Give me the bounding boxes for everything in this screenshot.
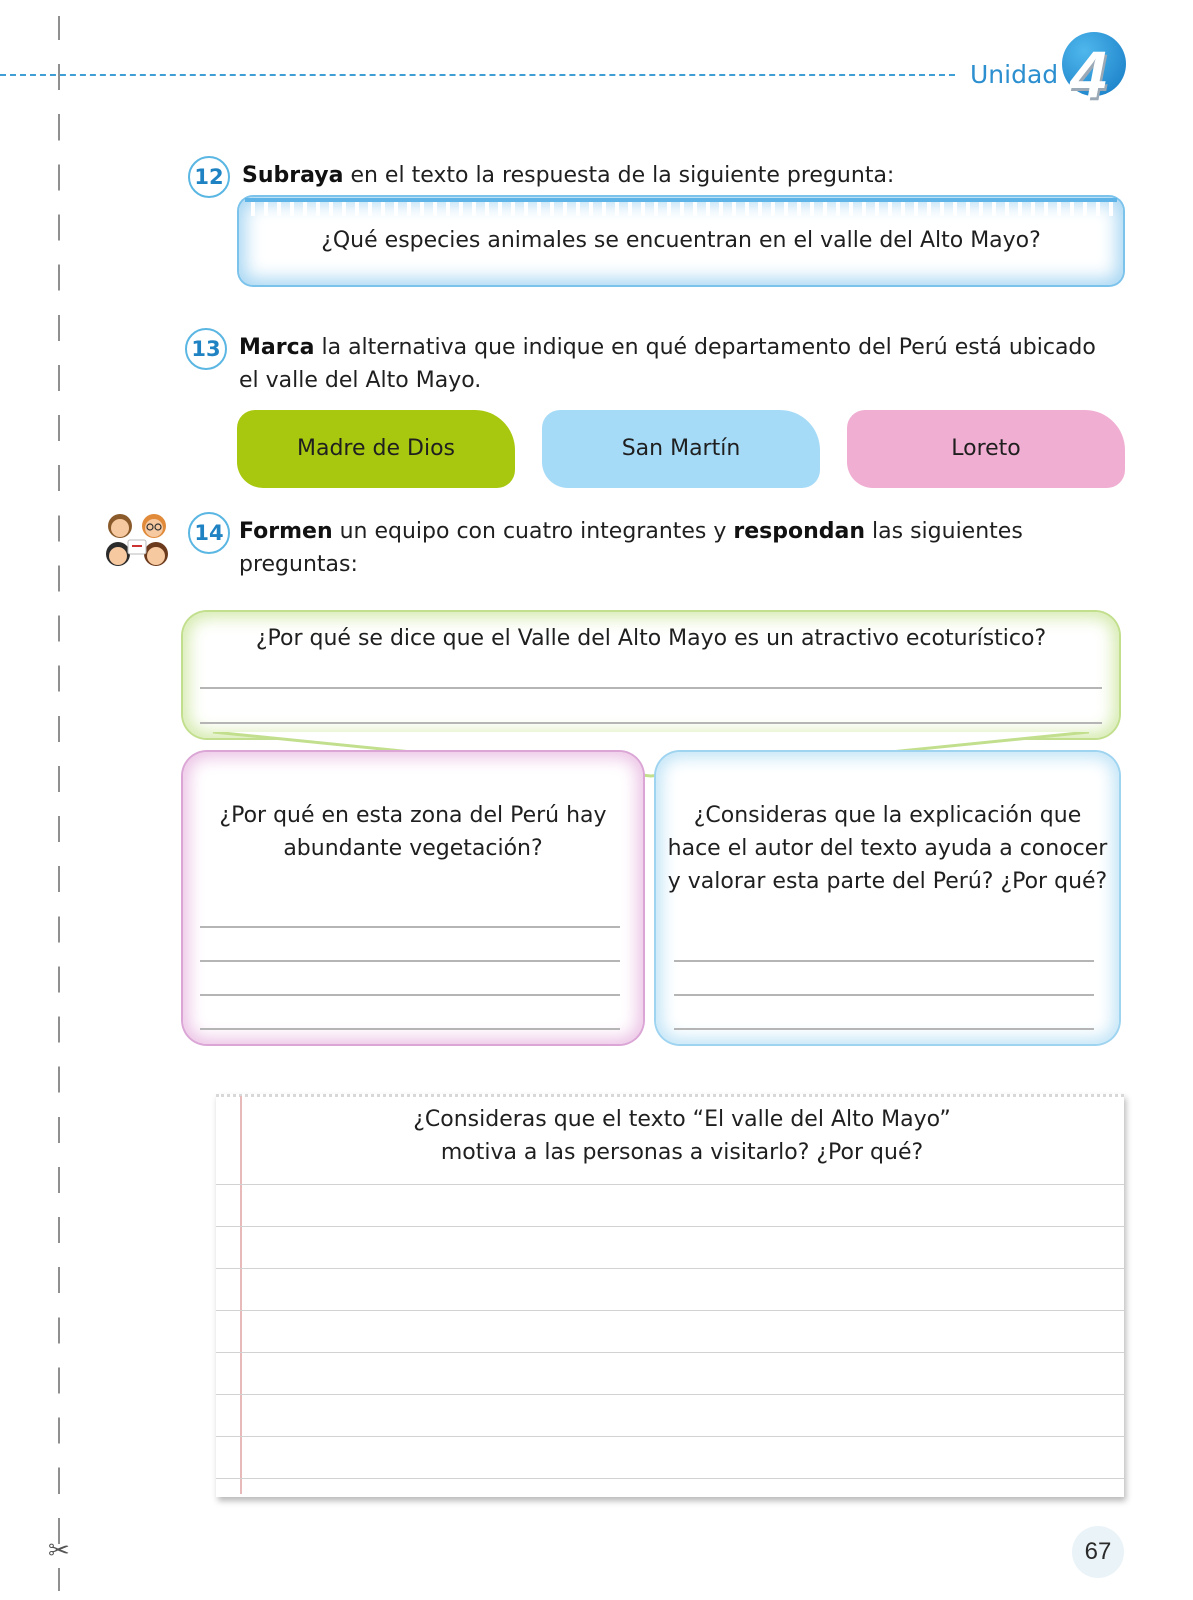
page-number: 67 bbox=[1072, 1526, 1124, 1578]
question-number-12: 12 bbox=[188, 156, 230, 198]
question-12-rest: en el texto la respuesta de la siguiente pregunta: bbox=[343, 163, 895, 188]
answer-line[interactable] bbox=[200, 960, 620, 962]
paper-line[interactable] bbox=[216, 1310, 1124, 1311]
paper-line[interactable] bbox=[216, 1226, 1124, 1227]
scissors-icon: ✂ bbox=[48, 1536, 70, 1566]
paper-question-line-2: motiva a las personas a visitarlo? ¿Por qué? bbox=[440, 1140, 924, 1165]
paper-line[interactable] bbox=[216, 1478, 1124, 1479]
paper-line[interactable] bbox=[216, 1436, 1124, 1437]
paper-line[interactable] bbox=[216, 1352, 1124, 1353]
paper-line[interactable] bbox=[216, 1394, 1124, 1395]
answer-line[interactable] bbox=[674, 1028, 1094, 1030]
cut-line bbox=[58, 16, 60, 1591]
option-madre-de-dios[interactable]: Madre de Dios bbox=[237, 410, 515, 488]
paper-question bbox=[240, 1103, 1124, 1169]
answer-line[interactable] bbox=[200, 926, 620, 928]
answer-line[interactable] bbox=[674, 994, 1094, 996]
kids-team-icon bbox=[104, 510, 170, 572]
answer-line[interactable] bbox=[200, 687, 1102, 689]
option-san-martin[interactable]: San Martín bbox=[542, 410, 820, 488]
question-13-rest: la alternativa que indique en qué departamento del Perú está ubicado el valle del Alto Mayo. bbox=[239, 335, 1096, 393]
answer-line[interactable] bbox=[674, 960, 1094, 962]
paper-line[interactable] bbox=[216, 1184, 1124, 1185]
green-question: ¿Por qué se dice que el Valle del Alto Mayo es un atractivo ecoturístico? bbox=[255, 626, 1047, 651]
question-14-text bbox=[239, 515, 1039, 581]
blue-question: ¿Consideras que la explicación que hace el autor del texto ayuda a conocer y valorar esta parte del Perú? ¿Por qué? bbox=[667, 803, 1108, 894]
pink-answer-box bbox=[183, 752, 643, 1044]
banner-perforation bbox=[245, 198, 1117, 216]
question-number-14: 14 bbox=[188, 512, 230, 554]
answer-line[interactable] bbox=[200, 1028, 620, 1030]
unit-number: 4 bbox=[1070, 37, 1107, 111]
question-13-text bbox=[239, 331, 1119, 397]
unit-label: Unidad bbox=[970, 60, 1059, 89]
paper-line[interactable] bbox=[216, 1268, 1124, 1269]
pink-question: ¿Por qué en esta zona del Perú hay abundante vegetación? bbox=[219, 803, 607, 861]
blue-answer-box bbox=[656, 752, 1119, 1044]
question-14-rest: las siguientes preguntas: bbox=[239, 519, 1023, 577]
question-12-banner-text: ¿Qué especies animales se encuentran en el valle del Alto Mayo? bbox=[321, 228, 1041, 253]
question-14-verb: Formen bbox=[239, 519, 333, 544]
question-14-verb2: respondan bbox=[733, 519, 866, 544]
question-12-text bbox=[242, 159, 1122, 192]
paper-question-line-1: ¿Consideras que el texto “El valle del Alto Mayo” bbox=[413, 1107, 951, 1132]
question-number-13: 13 bbox=[185, 328, 227, 370]
question-13-verb: Marca bbox=[239, 335, 315, 360]
question-12-verb: Subraya bbox=[242, 163, 344, 188]
answer-line[interactable] bbox=[200, 994, 620, 996]
question-14-middle: un equipo con cuatro integrantes y bbox=[332, 519, 734, 544]
option-loreto[interactable]: Loreto bbox=[847, 410, 1125, 488]
header-dashed-line bbox=[0, 74, 955, 76]
answer-line[interactable] bbox=[200, 722, 1102, 724]
